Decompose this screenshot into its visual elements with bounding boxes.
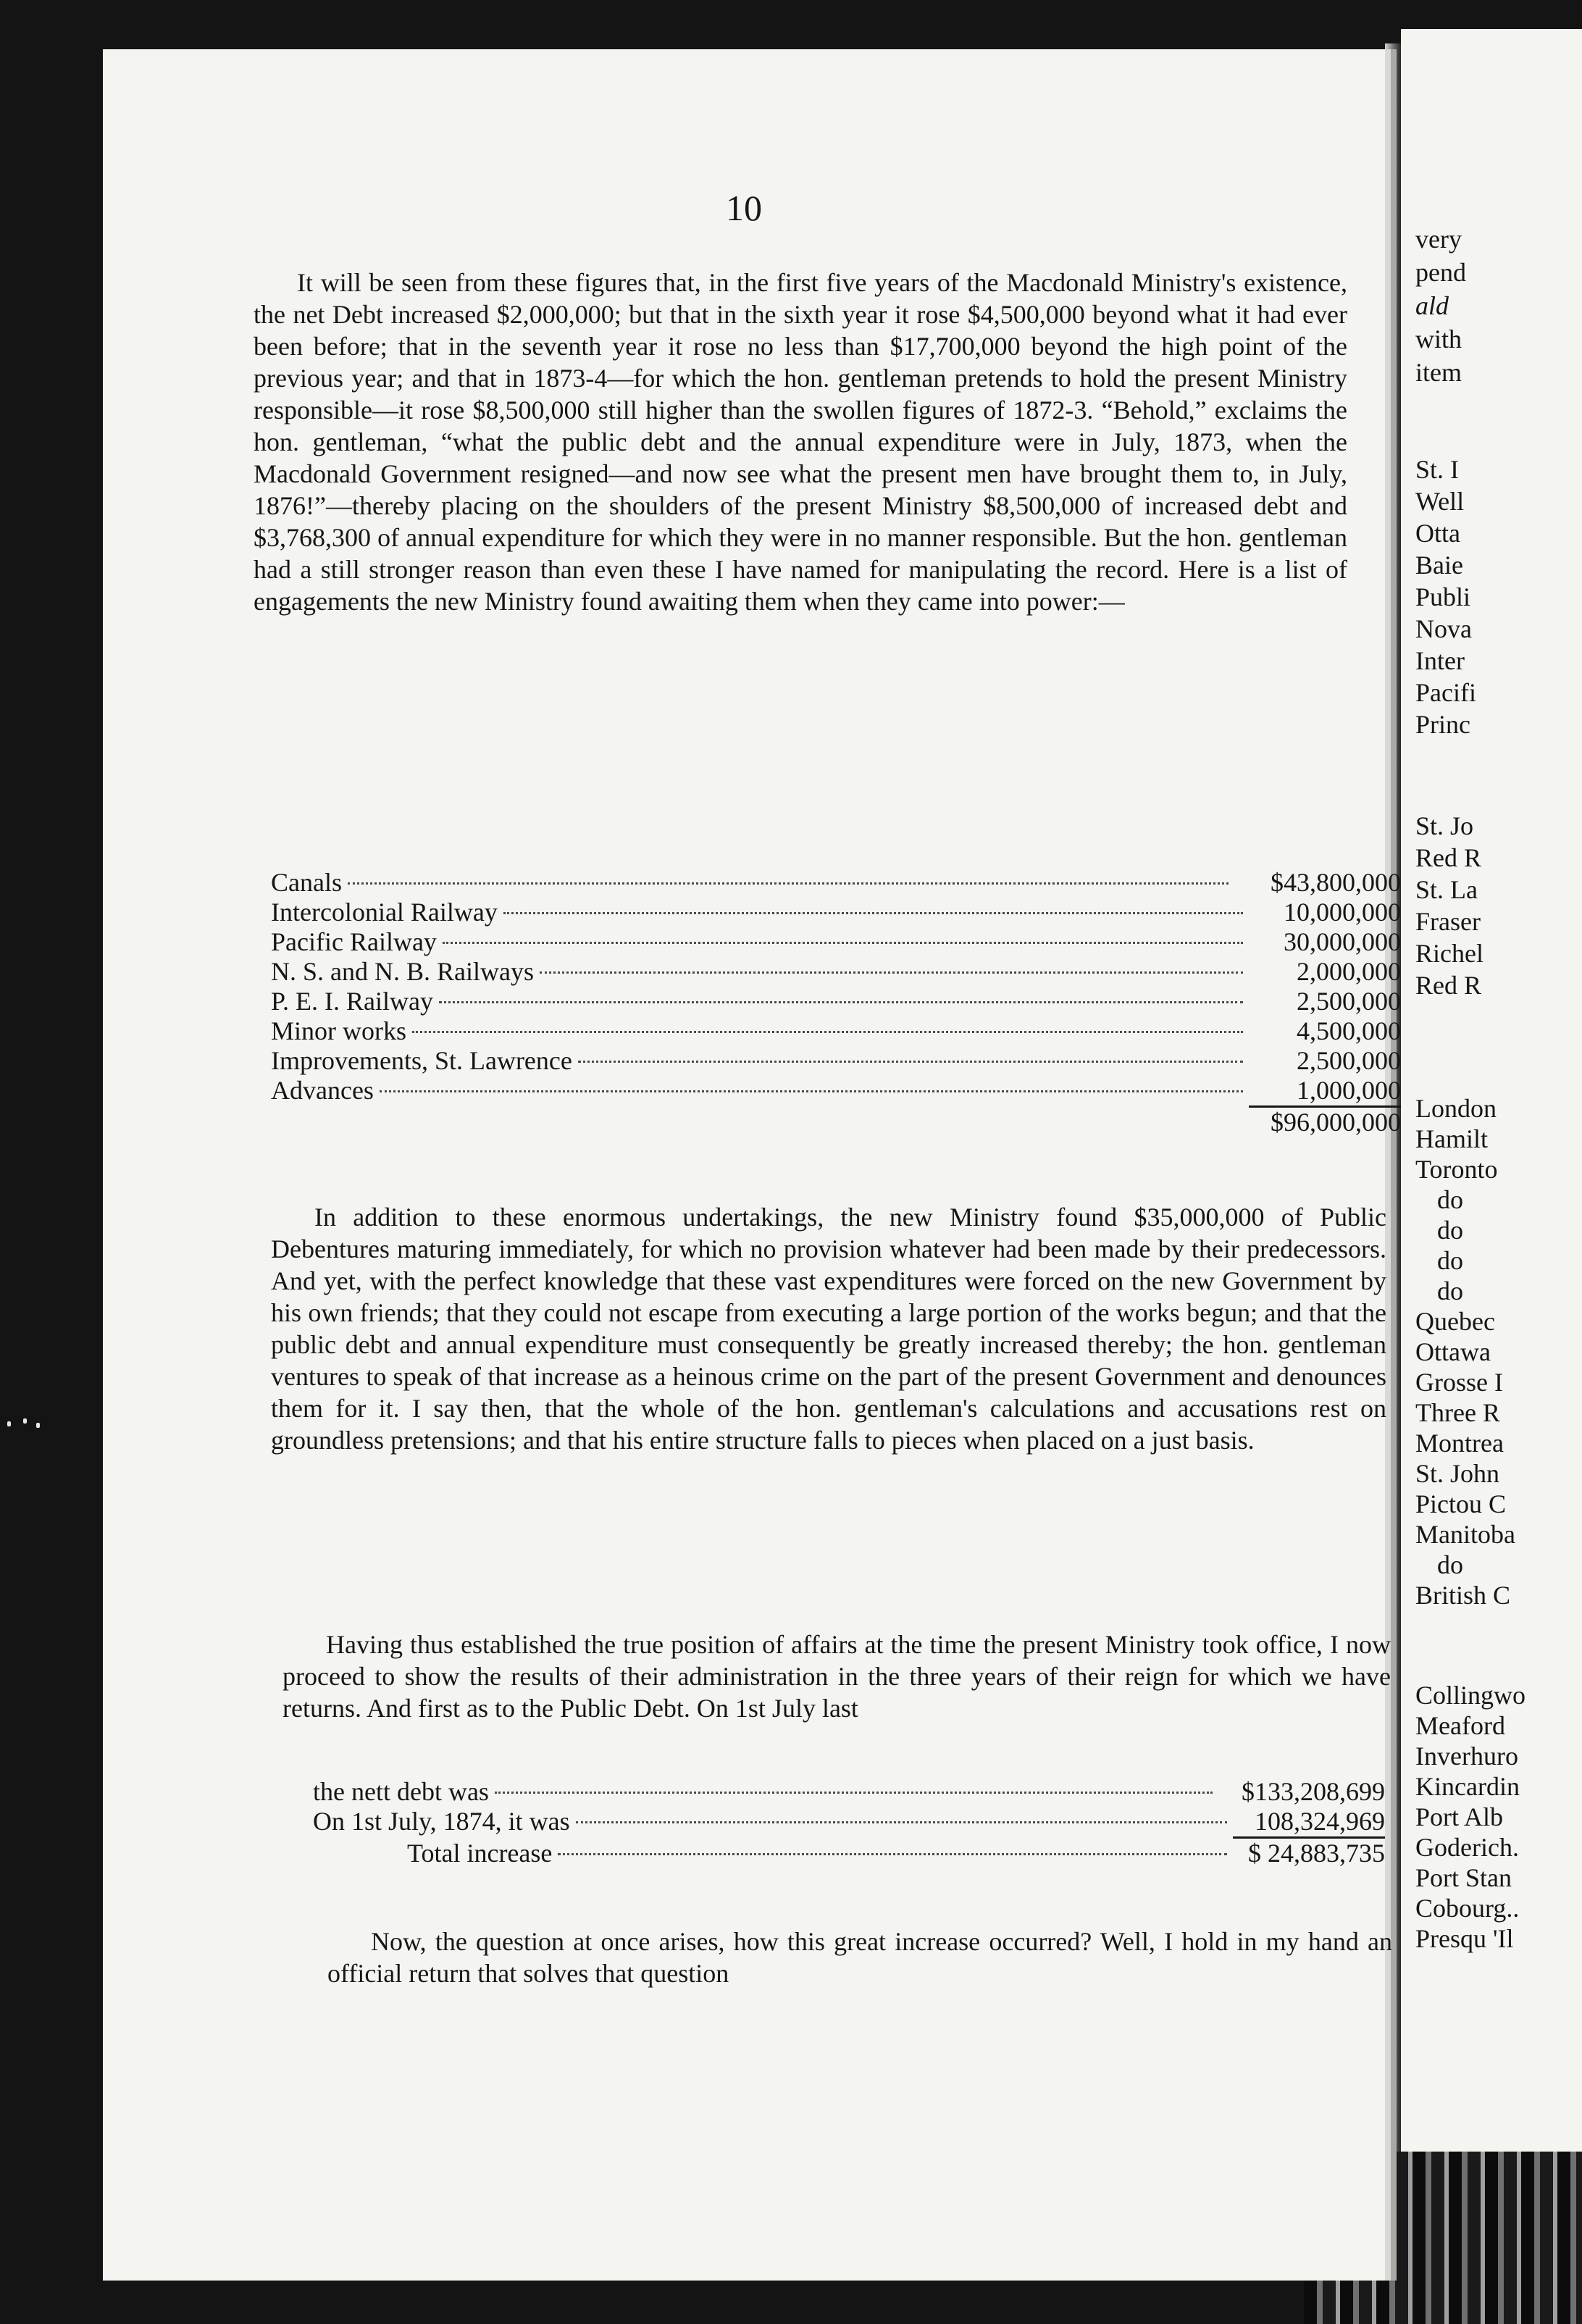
engagement-amount: 30,000,000 xyxy=(1284,927,1401,956)
fragment-text: Port Alb xyxy=(1415,1802,1504,1831)
fragment-text: Goderich. xyxy=(1415,1833,1519,1862)
dot-leader xyxy=(380,1090,1243,1092)
dot-leader xyxy=(348,882,1229,885)
engagement-row xyxy=(271,927,1401,957)
fragment-text: do xyxy=(1437,1216,1463,1245)
fragment-text: Toronto xyxy=(1415,1155,1498,1184)
fragment-text: with xyxy=(1415,325,1462,354)
dot-leader xyxy=(503,912,1243,914)
fragment-text: British C xyxy=(1415,1581,1511,1610)
right-page-fragment xyxy=(1401,29,1582,2152)
engagement-row xyxy=(271,957,1401,987)
fragment-text: St. I xyxy=(1415,455,1460,484)
fragment-text: Red R xyxy=(1415,843,1482,872)
fragment-text: Quebec xyxy=(1415,1307,1495,1336)
engagement-amount: 2,500,000 xyxy=(1297,1046,1401,1075)
engagement-label: Intercolonial Railway xyxy=(271,898,498,927)
paragraph-2: In addition to these enormous undertakings, the new Ministry found $35,000,000 of Public Debentures maturing immediately, for which no provision whatever had been made by their predecessors. And yet, with the perfect knowledge that these vast expenditures were forced on the new Government by his own friends; that they could not escape from executing a large portion of the works begun; and that the public debt and annual expenditure must consequently be greatly increased thereby; the hon. gentleman ventures to speak of that increase as a heinous crime on the part of the present Government and denounces them for it. I say then, that the whole of the hon. gentleman's calculations and accusations rest on groundless pretensions; and that his entire structure falls to pieces when placed on a just basis. xyxy=(271,1203,1386,1455)
fragment-text: do xyxy=(1437,1276,1463,1305)
engagement-amount: 2,500,000 xyxy=(1297,987,1401,1016)
fragment-text: Presqu 'Il xyxy=(1415,1924,1514,1953)
dot-leader xyxy=(412,1031,1243,1033)
engagement-row xyxy=(271,898,1401,927)
dot-leader xyxy=(576,1821,1227,1823)
engagement-row xyxy=(271,987,1401,1016)
dot-leader xyxy=(540,971,1243,974)
debt-total-amount: $ 24,883,735 xyxy=(1248,1839,1385,1868)
fragment-text: Fraser xyxy=(1415,907,1481,936)
debt-row xyxy=(313,1777,1385,1807)
debt-table xyxy=(313,1777,1385,1868)
debt-total-row xyxy=(313,1839,1385,1868)
fragment-text: ald xyxy=(1415,291,1449,320)
fragment-text: Baie xyxy=(1415,551,1463,580)
engagement-amount: 10,000,000 xyxy=(1284,898,1401,927)
engagement-label: Minor works xyxy=(271,1016,406,1045)
fragment-text: Collingwo xyxy=(1415,1681,1526,1710)
debt-row xyxy=(313,1807,1385,1836)
paragraph-3: Having thus established the true position of affairs at the time the present Ministry took office, I now proceed to show the results of their administration in the three years of their reign for which we have returns. And first as to the Public Debt. On 1st July last xyxy=(282,1630,1391,1723)
engagement-label: P. E. I. Railway xyxy=(271,987,433,1016)
fragment-text: Inter xyxy=(1415,646,1465,675)
fragment-text: do xyxy=(1437,1185,1463,1214)
left-page xyxy=(103,49,1401,2281)
fragment-text: London xyxy=(1415,1094,1497,1123)
fragment-text: Inverhuro xyxy=(1415,1742,1518,1771)
debt-label: the nett debt was xyxy=(313,1777,489,1806)
fragment-text: St. La xyxy=(1415,875,1478,904)
dot-leader xyxy=(443,942,1243,944)
fragment-text: Montrea xyxy=(1415,1429,1504,1458)
engagement-amount: 1,000,000 xyxy=(1297,1076,1401,1105)
engagements-table xyxy=(271,868,1401,1137)
scan-specks xyxy=(0,1413,43,1442)
debt-label: On 1st July, 1874, it was xyxy=(313,1807,570,1836)
fragment-text: Richel xyxy=(1415,939,1483,968)
fragment-text: Pacifi xyxy=(1415,678,1476,707)
engagement-amount: 2,000,000 xyxy=(1297,957,1401,986)
fragment-text: Pictou C xyxy=(1415,1489,1507,1518)
fragment-text: Ottawa xyxy=(1415,1337,1491,1366)
engagement-amount: 4,500,000 xyxy=(1297,1016,1401,1045)
paragraph-1: It will be seen from these figures that, in the first five years of the Macdonald Ministry's existence, the net Debt increased $2,000,000; but that in the sixth year it rose $4,500,000 beyond what it had ever been before; that in the seventh year it rose no less than $17,700,000 beyond the high point of the previous year; and that in 1873-4—for which the hon. gentleman pretends to hold the present Ministry responsible—it rose $8,500,000 still higher than the swollen figures of 1872-3. “Behold,” exclaims the hon. gentleman, “what the public debt and the annual expenditure were in July, 1873, when the Macdonald Government resigned—and now see what the present men have brought them to, in July, 1876!”—thereby placing on the shoulders of the present Ministry $8,500,000 of increased debt and $3,768,300 of annual expenditure for which they were in no manner responsible. But the hon. gentleman had a still stronger reason than even these I have named for manipulating the record. Here is a list of engagements the new Ministry found awaiting them when they came into power:— xyxy=(254,268,1347,616)
debt-total-label: Total increase xyxy=(407,1839,553,1868)
paragraph-4: Now, the question at once arises, how this great increase occurred? Well, I hold in my hand an official return that solves that question xyxy=(327,1927,1392,1988)
fragment-text: Grosse I xyxy=(1415,1368,1503,1397)
fragment-text: Cobourg.. xyxy=(1415,1894,1520,1923)
fragment-text: Nova xyxy=(1415,614,1472,643)
fragment-text: Kincardin xyxy=(1415,1772,1520,1801)
engagement-label: Improvements, St. Lawrence xyxy=(271,1046,572,1075)
fragment-text: do xyxy=(1437,1550,1463,1579)
engagement-row xyxy=(271,1046,1401,1076)
fragment-text: Publi xyxy=(1415,582,1471,611)
dot-leader xyxy=(439,1001,1243,1003)
fragment-text: St. Jo xyxy=(1415,811,1474,840)
debt-amount: $133,208,699 xyxy=(1242,1777,1385,1806)
engagement-row xyxy=(271,1076,1401,1105)
engagement-amount: $43,800,000 xyxy=(1271,868,1401,897)
fragment-text: Meaford xyxy=(1415,1711,1505,1740)
fragment-text: Otta xyxy=(1415,519,1460,548)
dot-leader xyxy=(578,1061,1243,1063)
engagement-label: Canals xyxy=(271,868,342,897)
page-number: 10 xyxy=(726,188,762,228)
fragment-text: Princ xyxy=(1415,710,1470,739)
engagement-label: N. S. and N. B. Railways xyxy=(271,957,534,986)
debt-amount: 108,324,969 xyxy=(1255,1807,1385,1836)
fragment-text: pend xyxy=(1415,258,1466,287)
fragment-text: Hamilt xyxy=(1415,1124,1488,1153)
dot-leader xyxy=(495,1792,1213,1794)
fragment-text: St. John xyxy=(1415,1459,1500,1488)
dot-leader xyxy=(558,1853,1227,1855)
fragment-text: Manitoba xyxy=(1415,1520,1515,1549)
fragment-text: Red R xyxy=(1415,971,1482,1000)
fragment-text: Well xyxy=(1415,487,1465,516)
fragment-text: Three R xyxy=(1415,1398,1500,1427)
engagement-row xyxy=(271,868,1401,898)
fragment-text: Port Stan xyxy=(1415,1863,1512,1892)
fragment-text: very xyxy=(1415,225,1462,254)
engagements-total: $96,000,000 xyxy=(1271,1108,1401,1137)
fragment-text: item xyxy=(1415,358,1462,387)
engagement-label: Advances xyxy=(271,1076,374,1105)
engagement-label: Pacific Railway xyxy=(271,927,437,956)
fragment-text: do xyxy=(1437,1246,1463,1275)
engagement-row xyxy=(271,1016,1401,1046)
